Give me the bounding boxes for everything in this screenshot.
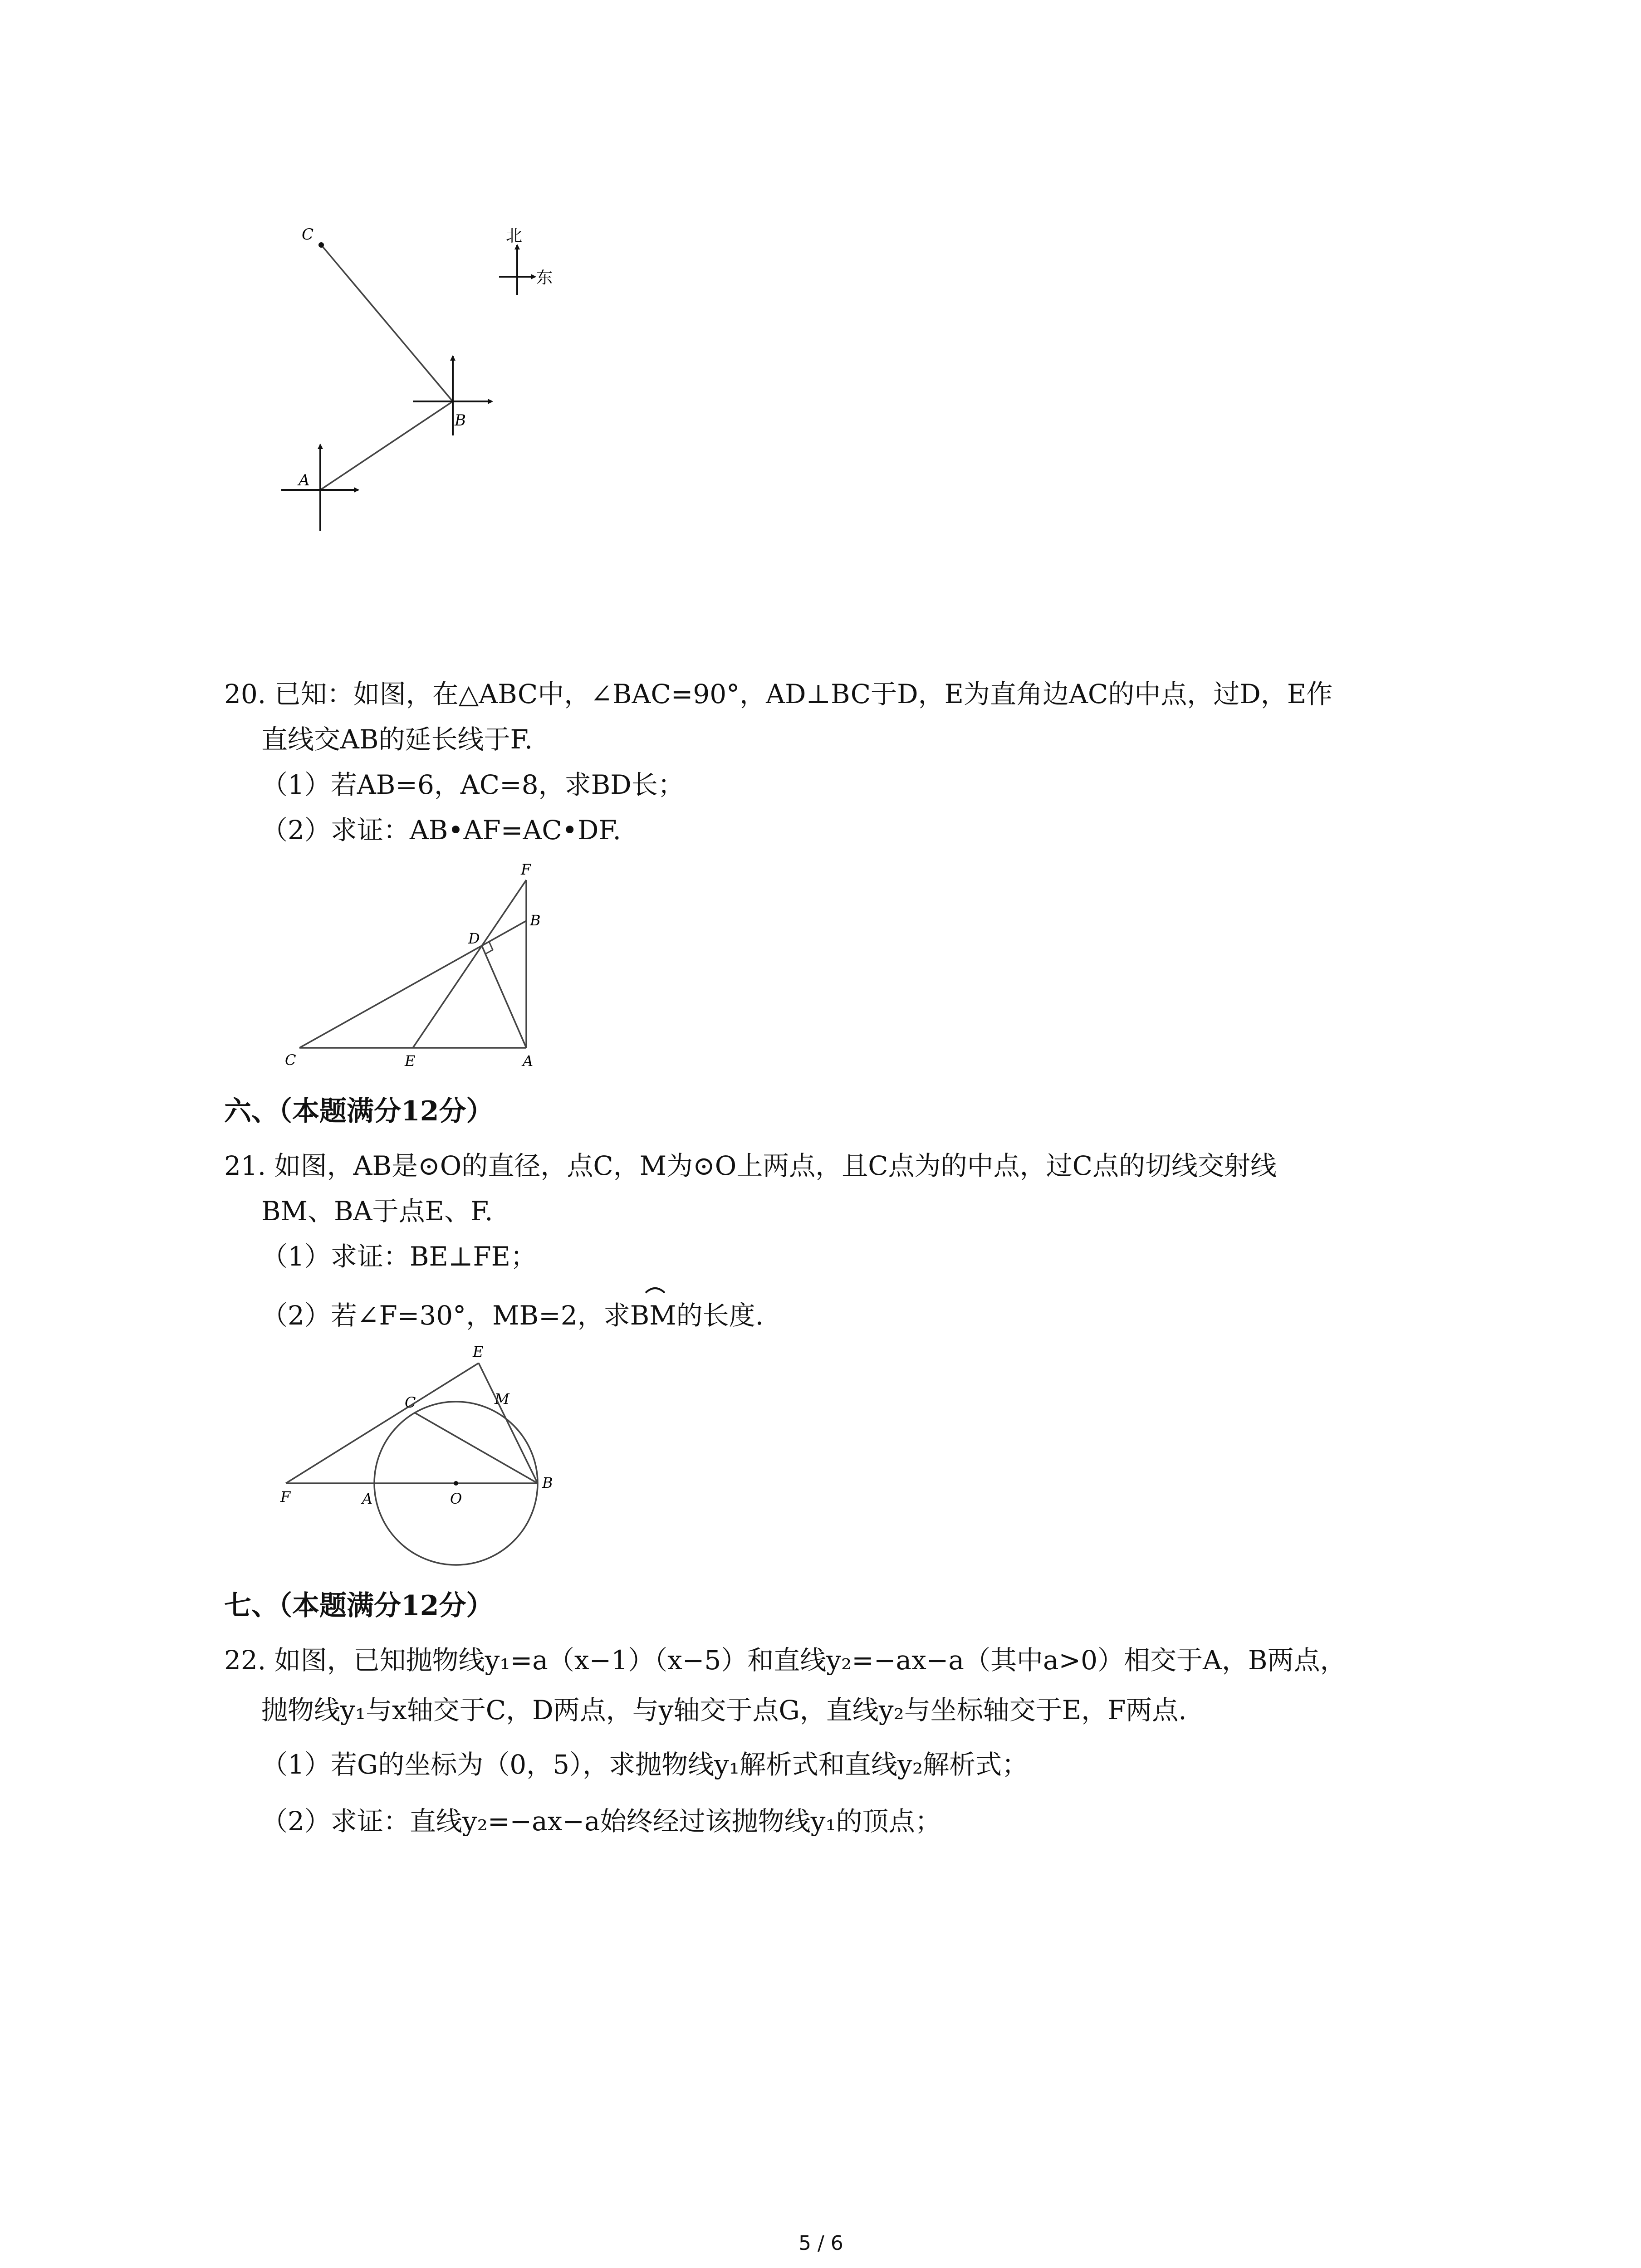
problem-21-part-2-suffix: 的长度. xyxy=(676,1300,764,1331)
problem-22-part-2: （2）求证：直线y₂=−ax−a始终经过该抛物线y₁的顶点； xyxy=(261,1806,941,1837)
problem-22-line-1: 22. 如图，已知抛物线y₁=a（x−1）（x−5）和直线y₂=−ax−a（其中a>0）相交于A，B两点， xyxy=(224,1645,1347,1676)
arc-symbol-icon xyxy=(644,1284,666,1295)
page-number: 5 / 6 xyxy=(798,2232,843,2255)
problem-20-line-2: 直线交AB的延长线于F. xyxy=(261,724,533,755)
figure-21-circle xyxy=(272,1340,590,1567)
fig20-label-a: A xyxy=(523,1052,534,1070)
fig21-label-o: O xyxy=(450,1490,462,1507)
problem-21-line-1: 21. 如图，AB是⊙O的直径，点C，M为⊙O上两点，且C点为的中点，过C点的切线交射线 xyxy=(224,1150,1277,1181)
problem-20-part-1: （1）若AB=6，AC=8，求BD长； xyxy=(261,769,684,800)
fig21-label-f: F xyxy=(280,1488,291,1505)
fig20-label-e: E xyxy=(405,1052,416,1070)
fig21-label-m: M xyxy=(495,1390,509,1408)
problem-21-part-1: （1）求证：BE⊥FE； xyxy=(261,1241,537,1272)
problem-20-line-1: 20. 已知：如图，在△ABC中，∠BAC=90°，AD⊥BC于D，E为直角边AC的中点，过D，E作 xyxy=(224,679,1333,709)
problem-21-part-2-prefix: （2）若∠F=30°，MB=2，求 xyxy=(261,1300,630,1331)
fig20-label-c: C xyxy=(285,1051,296,1069)
fig21-label-c: C xyxy=(405,1394,416,1411)
figure-19-bearing-diagram xyxy=(245,209,617,553)
fig20-label-b: B xyxy=(530,912,541,929)
problem-21-part-2 xyxy=(261,1297,764,1334)
fig19-label-north: 北 xyxy=(506,227,523,245)
problem-21-line-2: BM、BA于点E、F. xyxy=(261,1196,493,1227)
problem-20-part-2: （2）求证：AB•AF=AC•DF. xyxy=(261,815,621,846)
fig20-label-f: F xyxy=(521,861,531,878)
fig19-label-a: A xyxy=(299,471,310,489)
problem-22-line-2: 抛物线y₁与x轴交于C，D两点，与y轴交于点G，直线y₂与坐标轴交于E，F两点. xyxy=(261,1695,1187,1725)
fig21-label-e: E xyxy=(473,1343,484,1360)
fig21-label-a: A xyxy=(362,1490,373,1507)
problem-22-part-1: （1）若G的坐标为（0，5），求抛物线y₁解析式和直线y₂解析式； xyxy=(261,1749,1029,1780)
fig20-label-d: D xyxy=(468,930,480,947)
figure-20-triangle xyxy=(272,853,590,1070)
section-7-heading: 七、（本题满分12分） xyxy=(224,1590,494,1622)
fig21-label-b: B xyxy=(542,1474,553,1491)
problem-21-arc-bm xyxy=(630,1297,676,1334)
fig19-label-east: 东 xyxy=(536,269,553,287)
section-6-heading: 六、（本题满分12分） xyxy=(224,1095,494,1127)
fig19-label-c: C xyxy=(302,225,314,244)
problem-21-arc-label: BM xyxy=(630,1300,676,1331)
fig19-label-b: B xyxy=(455,411,466,430)
